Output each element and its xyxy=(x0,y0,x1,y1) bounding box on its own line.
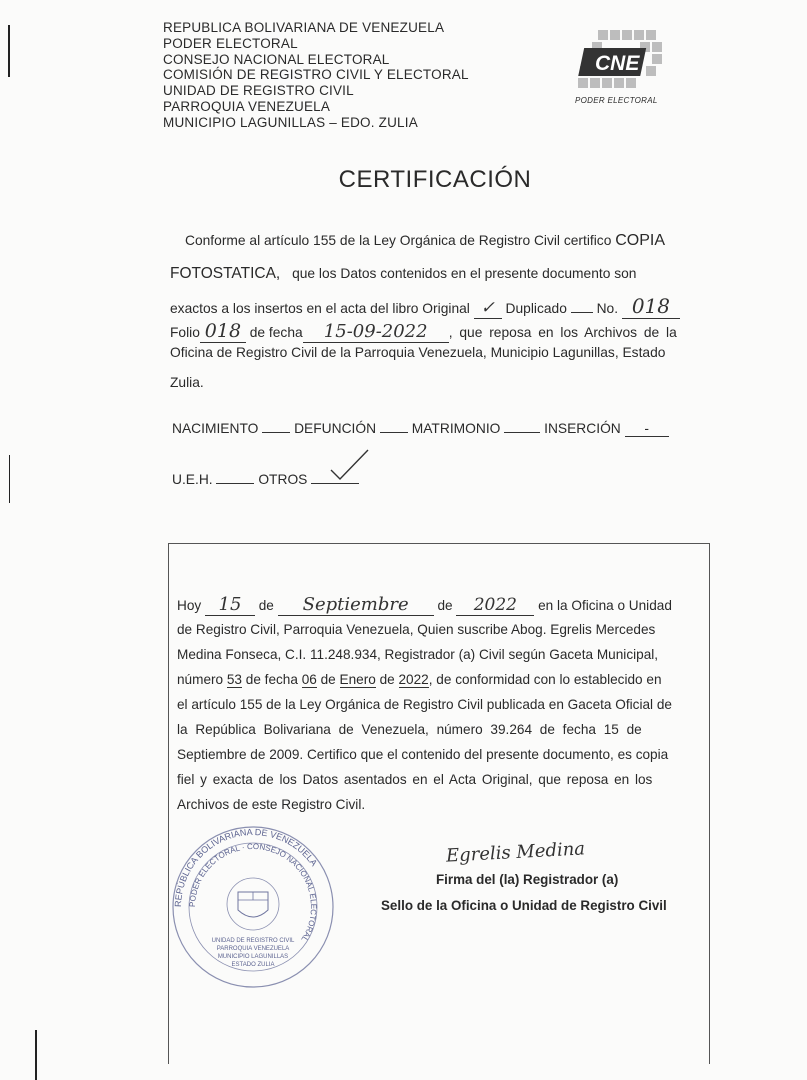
defuncion-blank xyxy=(380,432,408,433)
intro-text: Conforme al artículo 155 de la Ley Orgánica de Registro Civil certifico xyxy=(185,233,612,248)
cert-text: de xyxy=(379,672,395,687)
ueh-blank xyxy=(216,483,254,484)
day-value: 15 xyxy=(205,594,255,616)
nacimiento-blank xyxy=(262,432,290,433)
intro-line-4 xyxy=(170,320,677,343)
folio-value: 018 xyxy=(200,320,246,343)
intro-line-3 xyxy=(170,294,680,319)
number-value: 018 xyxy=(622,294,680,319)
nacimiento-label: NACIMIENTO xyxy=(172,421,259,436)
duplicado-label: Duplicado xyxy=(505,301,567,316)
number-label: No. xyxy=(596,301,619,316)
intro-line-2 xyxy=(170,265,636,283)
seal-center-text: UNIDAD DE REGISTRO CIVIL xyxy=(211,938,295,944)
otros-label: OTROS xyxy=(258,472,308,487)
hoy-label: Hoy xyxy=(177,598,202,613)
de-label: de xyxy=(258,598,274,613)
folio-label: Folio xyxy=(170,325,200,340)
gaceta-number: 53 xyxy=(226,672,242,687)
cert-text: de xyxy=(320,672,336,687)
fecha-value: 15-09-2022 xyxy=(303,321,449,343)
header-line: CONSEJO NACIONAL ELECTORAL xyxy=(163,51,390,67)
intro-line-6: Zulia. xyxy=(170,375,204,390)
header-line: UNIDAD DE REGISTRO CIVIL xyxy=(163,83,354,99)
seal-inner-text: PODER ELECTORAL · CONSEJO NACIONAL ELECTORAL xyxy=(187,841,319,944)
cert-row-5: el artículo 155 de la Ley Orgánica de Registro Civil publicada en Gaceta Oficial de xyxy=(177,697,672,712)
cert-row-4 xyxy=(177,672,704,688)
seal-center-text: PARROQUIA VENEZUELA xyxy=(216,946,290,952)
ueh-label: U.E.H. xyxy=(172,472,213,487)
copia-word: COPIA xyxy=(615,232,666,249)
margin-mark-top xyxy=(8,25,10,77)
coat-of-arms-icon xyxy=(227,878,279,930)
seal-center-text: MUNICIPIO LAGUNILLAS xyxy=(217,954,289,960)
insercion-label: INSERCIÓN xyxy=(544,421,621,436)
header-line: REPUBLICA BOLIVARIANA DE VENEZUELA xyxy=(163,20,445,35)
seal-outer-text: REPÚBLICA BOLIVARIANA DE VENEZUELA xyxy=(172,826,320,908)
cert-text: , de conformidad con lo establecido en xyxy=(428,672,662,687)
matrimonio-blank xyxy=(504,432,540,433)
cert-row-1 xyxy=(177,594,704,616)
duplicado-blank xyxy=(571,312,593,313)
year-value: 2022 xyxy=(456,595,534,616)
header-line: COMISIÓN DE REGISTRO CIVIL Y ELECTORAL xyxy=(163,67,469,83)
intro-text: , que reposa en los Archivos de la xyxy=(448,325,677,340)
margin-mark-bottom xyxy=(35,1030,37,1080)
original-check: ✓ xyxy=(474,298,502,319)
cert-row-8: fiel y exacta de los Datos asentados en el Acta Original, que reposa en los xyxy=(177,772,653,787)
intro-text: exactos a los insertos en el acta del libro Original xyxy=(170,301,470,316)
gaceta-month: Enero xyxy=(339,672,376,687)
cert-row-3: Medina Fonseca, C.I. 11.248.934, Registrador (a) Civil según Gaceta Municipal, xyxy=(177,647,659,662)
month-value: Septiembre xyxy=(278,594,434,616)
otros-checkmark xyxy=(328,446,372,486)
gaceta-year: 2022 xyxy=(398,672,429,687)
de-label: de xyxy=(437,598,453,613)
cert-text: número xyxy=(177,672,224,687)
intro-line-5: Oficina de Registro Civil de la Parroquia Venezuela, Municipio Lagunillas, Estado xyxy=(170,345,666,360)
insercion-blank: - xyxy=(625,421,669,437)
seal-label: Sello de la Oficina o Unidad de Registro Civil xyxy=(381,898,667,913)
signature-label: Firma del (la) Registrador (a) xyxy=(436,872,619,887)
cert-row-9: Archivos de este Registro Civil. xyxy=(177,797,366,812)
seal-center-text: ESTADO ZULIA xyxy=(231,962,275,968)
fecha-label: de fecha xyxy=(249,325,303,340)
cert-row-2: de Registro Civil, Parroquia Venezuela, Quien suscribe Abog. Egrelis Mercedes xyxy=(177,622,656,637)
cert-text: de fecha xyxy=(245,672,298,687)
cert-row-6: la República Bolivariana de Venezuela, número 39.264 de fecha 15 de xyxy=(177,722,642,737)
header-line: MUNICIPIO LAGUNILLAS – EDO. ZULIA xyxy=(163,114,418,130)
official-seal xyxy=(168,822,338,992)
intro-line-1 xyxy=(185,232,665,250)
defuncion-label: DEFUNCIÓN xyxy=(294,421,377,436)
matrimonio-label: MATRIMONIO xyxy=(411,421,501,436)
margin-mark-middle xyxy=(9,455,10,503)
fotostatica-word: FOTOSTATICA, xyxy=(170,265,281,282)
cert-row-7: Septiembre de 2009. Certifico que el contenido del presente documento, es copia xyxy=(177,747,669,762)
header-line: PARROQUIA VENEZUELA xyxy=(163,98,331,114)
cne-logo-text: CNE xyxy=(595,52,640,75)
gaceta-day: 06 xyxy=(301,672,317,687)
institution-header xyxy=(163,20,469,131)
record-types-row xyxy=(172,421,669,437)
logo-caption: PODER ELECTORAL xyxy=(575,96,658,105)
header-line: PODER ELECTORAL xyxy=(163,35,298,51)
intro-text: que los Datos contenidos en el presente documento son xyxy=(292,266,637,281)
cert-text: en la Oficina o Unidad xyxy=(538,598,672,613)
page-title: CERTIFICACIÓN xyxy=(338,166,532,193)
registrar-signature: Egrelis Medina xyxy=(445,838,586,867)
